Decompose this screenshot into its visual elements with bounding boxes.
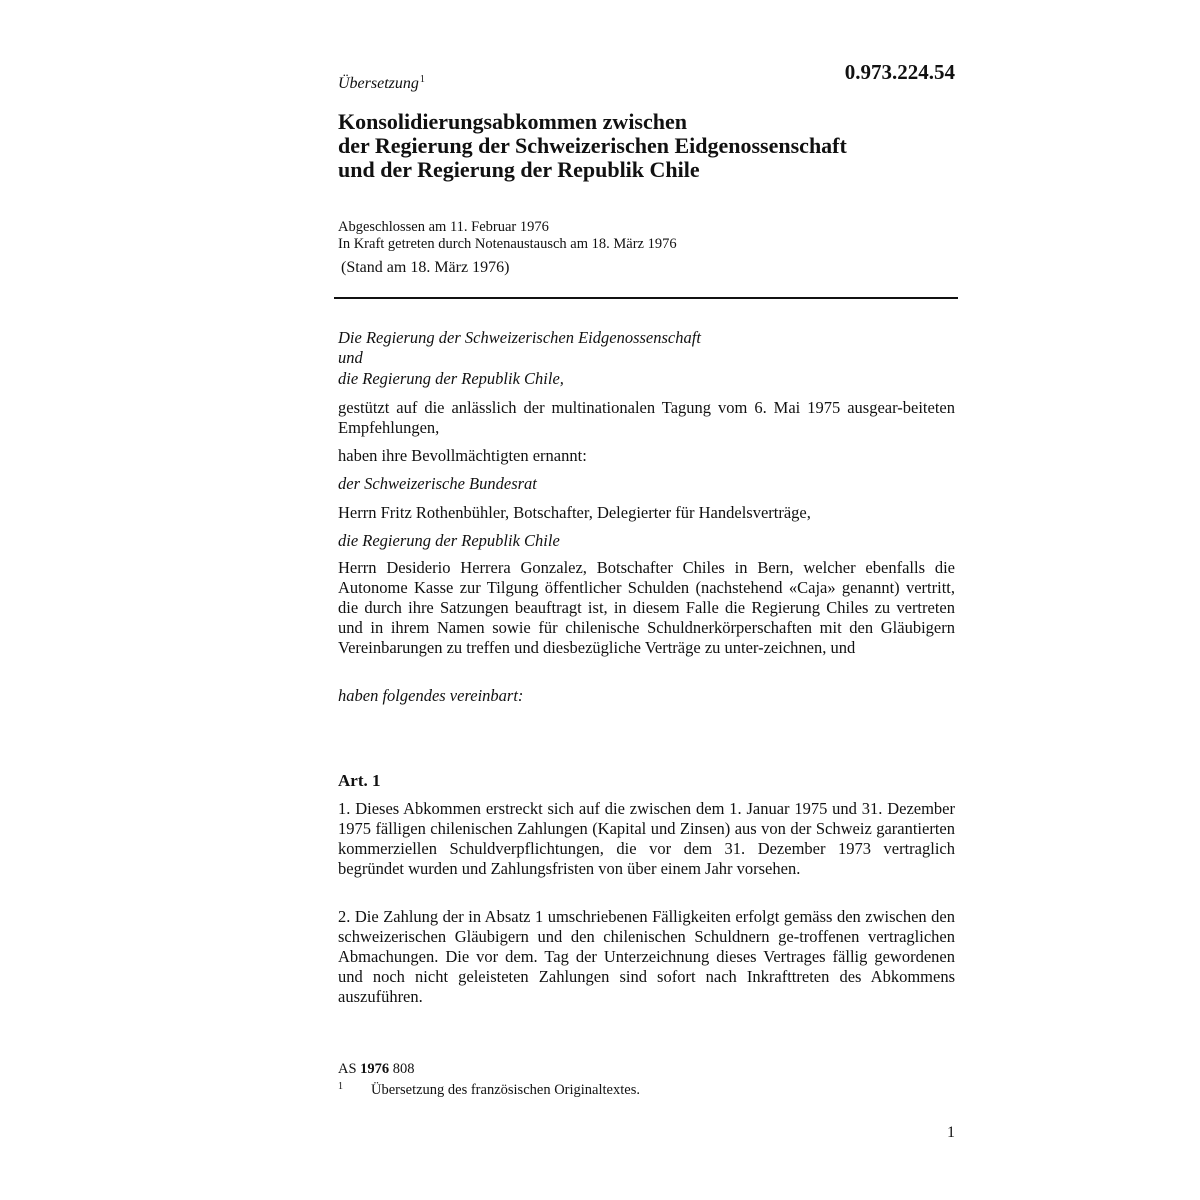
document-title	[338, 110, 958, 182]
preamble-swiss-delegate: Herrn Fritz Rothenbühler, Botschafter, Delegierter für Handelsverträge,	[338, 503, 811, 522]
preamble-party-chile: die Regierung der Republik Chile,	[338, 369, 564, 388]
in-force-date: In Kraft getreten durch Notenaustausch am 18. März 1976	[338, 235, 677, 252]
article-paragraph-1: 1. Dieses Abkommen erstreckt sich auf die zwischen dem 1. Januar 1975 und 31. Dezember 1975 fälligen chilenischen Zahlungen (Kapital und Zinsen) aus von der Schweiz garantierten kommerziellen Schuldverpflichtungen, die vor dem 31. Dezember 1973 vertraglich begründet wurden und Zahlungsfristen von über einem Jahr vorsehen.	[338, 799, 955, 878]
preamble-and: und	[338, 348, 363, 367]
article-heading: Art. 1	[338, 771, 381, 790]
sr-number: 0.973.224.54	[844, 60, 955, 84]
footnote-number: 1	[338, 1081, 343, 1092]
status-date: (Stand am 18. März 1976)	[341, 259, 510, 276]
footer-notes	[338, 1059, 640, 1101]
footnote-text: Übersetzung des französischen Originaltextes.	[371, 1082, 640, 1098]
page-number: 1	[947, 1124, 955, 1141]
as-prefix: AS	[338, 1061, 357, 1077]
preamble-based-on: gestützt auf die anlässlich der multinationalen Tagung vom 6. Mai 1975 ausgear-beiteten Empfehlungen,	[338, 398, 955, 437]
document-metadata	[338, 219, 677, 252]
translation-label	[338, 74, 425, 93]
title-line: der Regierung der Schweizerischen Eidgenossenschaft	[338, 133, 847, 158]
header-divider	[334, 297, 958, 299]
preamble-agreed: haben folgendes vereinbart:	[338, 686, 524, 705]
preamble-chile-side: die Regierung der Republik Chile	[338, 531, 560, 550]
as-year: 1976	[360, 1061, 390, 1077]
preamble-chile-delegate: Herrn Desiderio Herrera Gonzalez, Botschafter Chiles in Bern, welcher ebenfalls die Autonome Kasse zur Tilgung öffentlicher Schulden (nachstehend «Caja» genannt) vertritt, die durch ihre Satzungen beauftragt ist, in diesem Falle die Regierung Chiles zu vertreten und in ihrem Namen sowie für chilenische Schuldnerkörperschaften mit den Gläubigern Vereinbarungen zu treffen und diesbezügliche Verträge zu unter-zeichnen, und	[338, 558, 955, 657]
footnote	[338, 1076, 640, 1101]
preamble-appointed: haben ihre Bevollmächtigten ernannt:	[338, 446, 587, 465]
title-line: und der Regierung der Republik Chile	[338, 157, 700, 182]
preamble-swiss-side: der Schweizerische Bundesrat	[338, 474, 537, 493]
as-page: 808	[392, 1061, 415, 1077]
article-paragraph-2: 2. Die Zahlung der in Absatz 1 umschriebenen Fälligkeiten erfolgt gemäss den zwischen den schweizerischen Gläubigern und den chilenischen Schuldnern ge-troffenen vertraglichen Abmachungen. Die vor dem. Tag der Unterzeichnung dieses Vertrages fällig gewordenen und noch nicht geleisteten Zahlungen sind sofort nach Inkrafttreten des Abkommens auszuführen.	[338, 907, 955, 1006]
preamble-party-swiss: Die Regierung der Schweizerischen Eidgenossenschaft	[338, 328, 701, 347]
footnote-ref[interactable]: 1	[419, 74, 425, 85]
title-line: Konsolidierungsabkommen zwischen	[338, 109, 687, 134]
concluded-date: Abgeschlossen am 11. Februar 1976	[338, 219, 549, 235]
translation-label-text: Übersetzung	[338, 75, 419, 92]
